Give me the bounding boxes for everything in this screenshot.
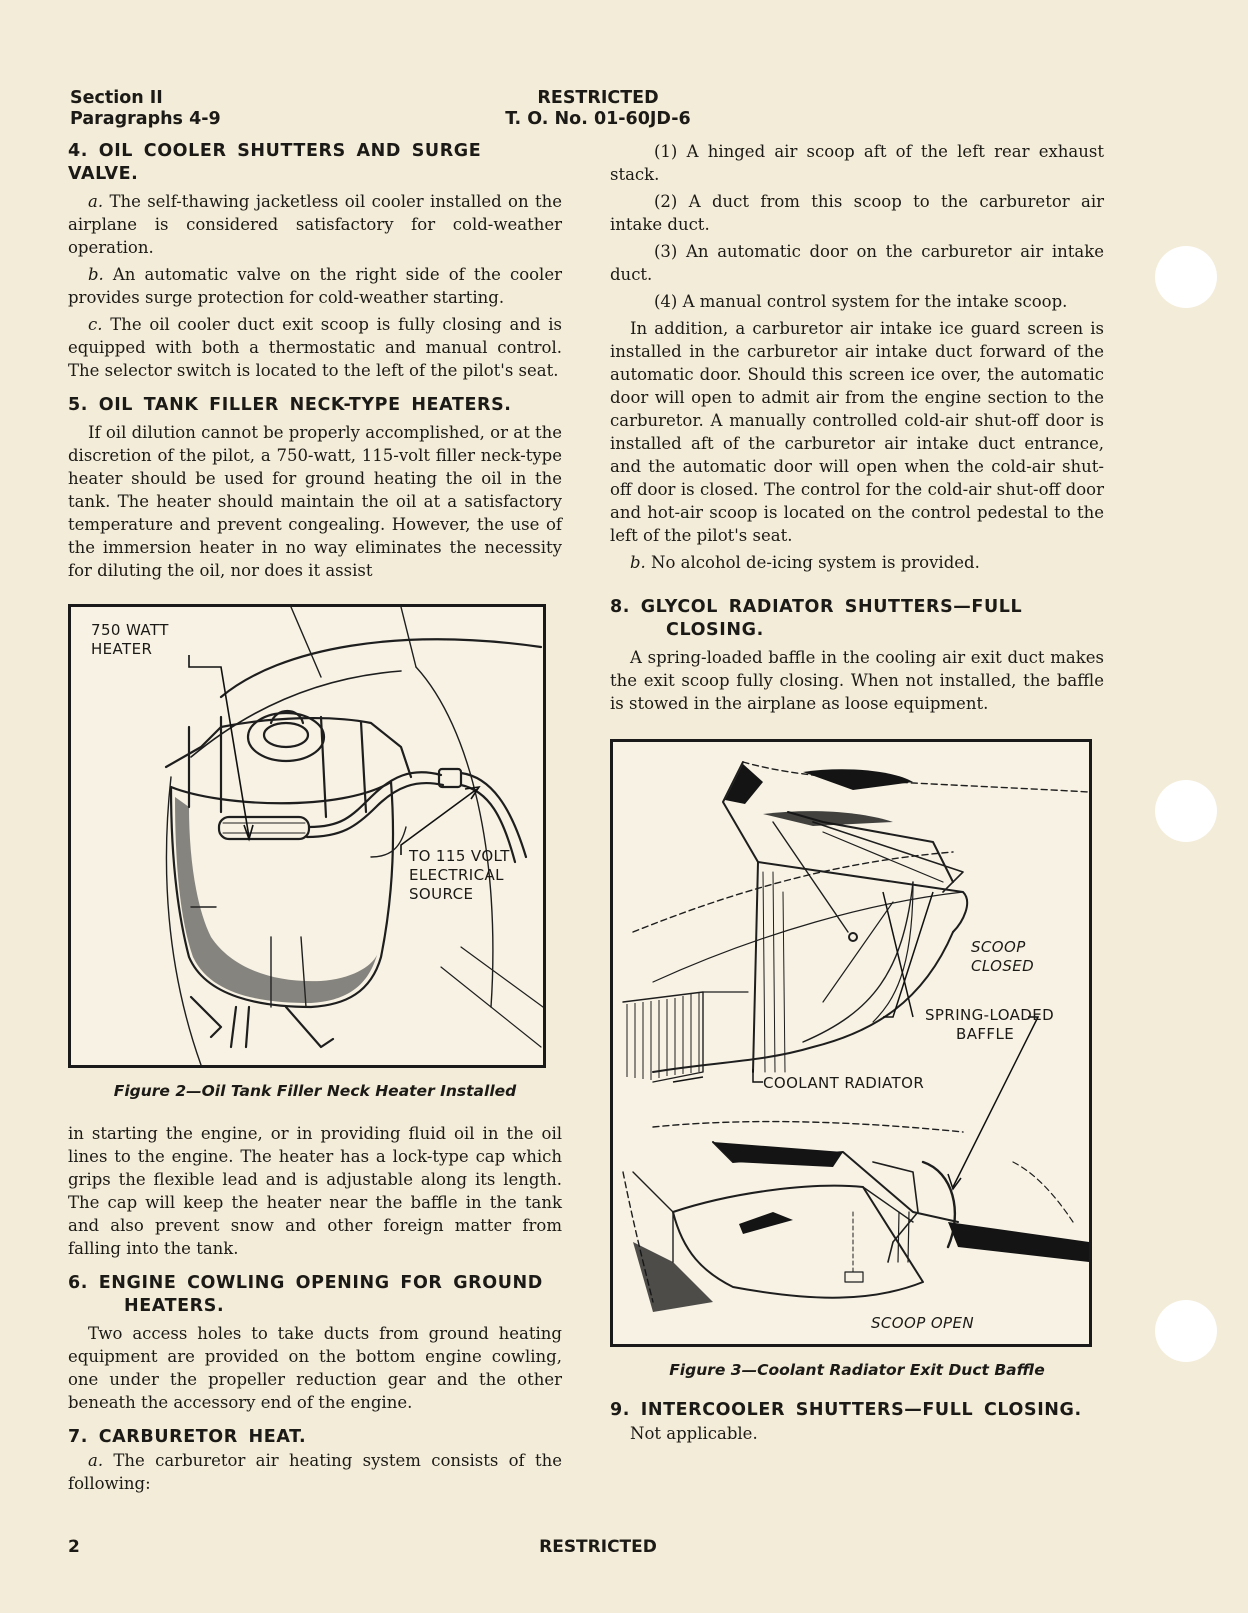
section-7-heading: 7. CARBURETOR HEAT. (68, 1427, 307, 1447)
section-4-para-b: b. An automatic valve on the right side of the cooler provides surge protection for cold-weather starting. (68, 265, 562, 307)
section-6-heading: 6. ENGINE COWLING OPENING FOR GROUND HEATERS. (68, 1273, 543, 1316)
paragraphs-label: Paragraphs 4-9 (70, 109, 221, 129)
left-column (68, 140, 562, 1495)
section-4-para-a: a. The self-thawing jacketless oil cooler installed on the airplane is considered satisfactory for cold-weather operation. (68, 192, 562, 257)
page-number: 2 (68, 1537, 80, 1557)
section-8-heading: 8. GLYCOL RADIATOR SHUTTERS—FULL CLOSING. (610, 597, 1023, 640)
oil-tank-drawing (71, 607, 543, 1065)
scoop-closed-callout: SCOOP CLOSED (971, 938, 1035, 975)
punch-hole (1155, 780, 1217, 842)
section-7-item-2: (2) A duct from this scoop to the carburetor air intake duct. (610, 192, 1104, 234)
power-source-callout: TO 115 VOLT ELECTRICAL SOURCE (409, 847, 510, 903)
section-6-para-1: Two access holes to take ducts from ground heating equipment are provided on the bottom engine cowling, one under the propeller reduction gear and the other beneath the accessory end of the engine. (68, 1324, 562, 1412)
section-9-heading: 9. INTERCOOLER SHUTTERS—FULL CLOSING. (610, 1400, 1082, 1420)
to-number: T. O. No. 01-60JD-6 (505, 109, 691, 129)
figure-3-caption: Figure 3—Coolant Radiator Exit Duct Baffle (669, 1361, 1045, 1379)
header-left (70, 88, 221, 130)
radiator-callout: COOLANT RADIATOR (763, 1074, 925, 1092)
section-9-para-1: Not applicable. (630, 1424, 758, 1443)
footer-restricted: RESTRICTED (539, 1537, 657, 1557)
header-center (478, 88, 718, 130)
section-5-heading: 5. OIL TANK FILLER NECK-TYPE HEATERS. (68, 395, 512, 415)
punch-hole (1155, 1300, 1217, 1362)
punch-hole (1155, 246, 1217, 308)
section-7-para-a: a. The carburetor air heating system consists of the following: (68, 1451, 562, 1493)
figure-3-illustration (610, 739, 1092, 1347)
section-label: Section II (70, 88, 163, 108)
section-7-item-1: (1) A hinged air scoop aft of the left rear exhaust stack. (610, 142, 1104, 184)
section-4-para-c: c. The oil cooler duct exit scoop is fully closing and is equipped with both a thermostatic and manual control. The selector switch is located to the left of the pilot's seat. (68, 315, 562, 380)
figure-2-caption: Figure 2—Oil Tank Filler Neck Heater Installed (113, 1082, 517, 1100)
section-5-para-2: in starting the engine, or in providing fluid oil in the oil lines to the engine. The heater has a lock-type cap which grips the flexible lead and is adjustable along its length. The cap will keep the heater near the baffle in the tank and also prevent snow and other foreign matter from falling into the tank. (68, 1124, 562, 1258)
heater-callout: 750 WATT HEATER (91, 621, 169, 658)
section-4-heading: 4. OIL COOLER SHUTTERS AND SURGE VALVE. (68, 141, 482, 184)
section-7-item-4: (4) A manual control system for the intake scoop. (654, 292, 1068, 311)
figure-2-illustration (68, 604, 546, 1068)
scoop-open-callout: SCOOP OPEN (871, 1314, 974, 1332)
section-8-para-1: A spring-loaded baffle in the cooling air exit duct makes the exit scoop fully closing. When not installed, the baffle is stowed in the airplane as loose equipment. (610, 648, 1104, 713)
section-7-item-3: (3) An automatic door on the carburetor air intake duct. (610, 242, 1104, 284)
right-column (610, 140, 1104, 1445)
baffle-callout: SPRING-LOADED BAFFLE (925, 1006, 1055, 1043)
restricted-label: RESTRICTED (537, 88, 659, 108)
section-5-para-1: If oil dilution cannot be properly accomplished, or at the discretion of the pilot, a 750-watt, 115-volt filler neck-type heater should be used for ground heating the oil in the tank. The heater should maintain the oil at a satisfactory temperature and prevent congealing. However, the use of the immersion heater in no way eliminates the necessity for diluting the oil, nor does it assist (68, 423, 562, 580)
section-7-para-b: b. No alcohol de-icing system is provided. (630, 553, 980, 572)
section-7-para-addition: In addition, a carburetor air intake ice guard screen is installed in the carburetor air intake duct forward of the automatic door. Should this screen ice over, the automatic door will open to admit air from the engine section to the carburetor. A manually controlled cold-air shut-off door is installed aft of the carburetor air intake duct entrance, and the automatic door will open when the cold-air shut-off door is closed. The control for the cold-air shut-off door and hot-air scoop is located on the control pedestal to the left of the pilot's seat. (610, 319, 1104, 545)
